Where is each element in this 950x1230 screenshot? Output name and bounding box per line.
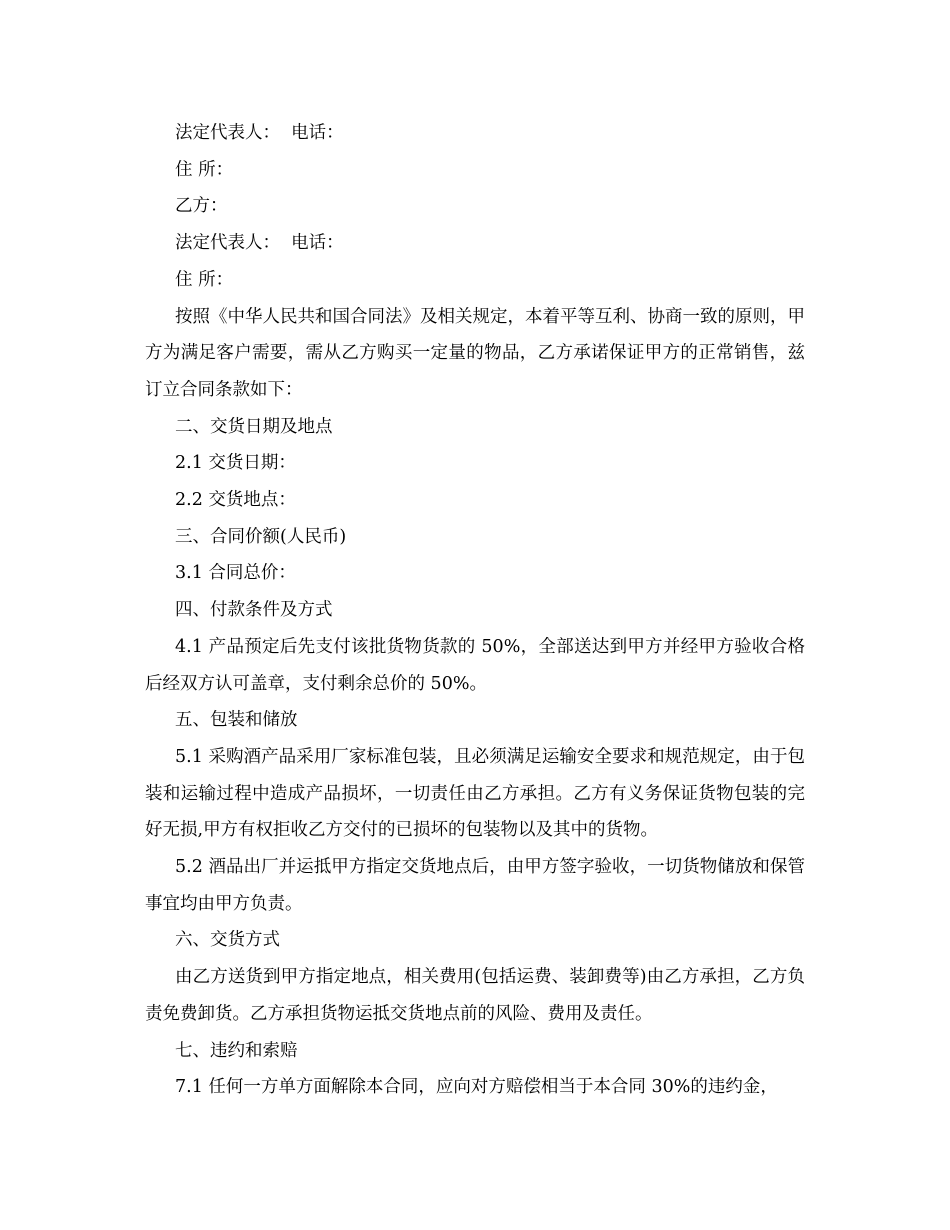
clause-5-1: 5.1 采购酒产品采用厂家标准包装，且必须满足运输安全要求和规范规定，由于包装和运输过程中造成产品损坏，一切责任由乙方承担。乙方有义务保证货物包装的完好无损,甲方有权拒收乙方交付的已损坏的包装物以及其中的货物。 (145, 746, 805, 841)
delivery-method-paragraph: 由乙方送货到甲方指定地点，相关费用(包括运费、装卸费等)由乙方承担，乙方负责免费卸货。乙方承担货物运抵交货地点前的风险、费用及责任。 (145, 967, 805, 1024)
clause-5-2: 5.2 酒品出厂并运抵甲方指定交货地点后，由甲方签字验收，一切货物储放和保管事宜均由甲方负责。 (145, 857, 805, 914)
clause-2-1: 2.1 交货日期： (175, 453, 296, 474)
section-heading-payment: 四、付款条件及方式 (175, 600, 333, 621)
party-a-legal-rep-line: 法定代表人： 电话： (175, 123, 344, 143)
section-heading-delivery-method: 六、交货方式 (175, 930, 280, 951)
clause-3-1: 3.1 合同总价： (175, 563, 296, 584)
document-body (145, 115, 805, 1106)
party-b-legal-rep-line: 法定代表人： 电话： (175, 233, 344, 254)
section-heading-price: 三、合同价额(人民币) (175, 526, 347, 547)
section-heading-packaging: 五、包装和储放 (175, 710, 298, 731)
section-heading-delivery: 二、交货日期及地点 (175, 416, 333, 437)
clause-4-1: 4.1 产品预定后先支付该批货物货款的 50%，全部送达到甲方并经甲方验收合格后经双方认可盖章，支付剩余总价的 50%。 (145, 636, 805, 694)
section-heading-breach: 七、违约和索赔 (175, 1040, 298, 1061)
party-a-address-line: 住 所： (175, 159, 234, 180)
clause-7-1: 7.1 任何一方单方面解除本合同，应向对方赔偿相当于本合同 30%的违约金， (175, 1077, 778, 1098)
clause-2-2: 2.2 交货地点： (175, 490, 296, 511)
party-b-line: 乙方： (175, 196, 228, 217)
preamble-paragraph: 按照《中华人民共和国合同法》及相关规定，本着平等互利、协商一致的原则，甲方为满足客户需要，需从乙方购买一定量的物品，乙方承诺保证甲方的正常销售，兹订立合同条款如下： (145, 306, 805, 400)
party-b-address-line: 住 所： (175, 269, 234, 290)
